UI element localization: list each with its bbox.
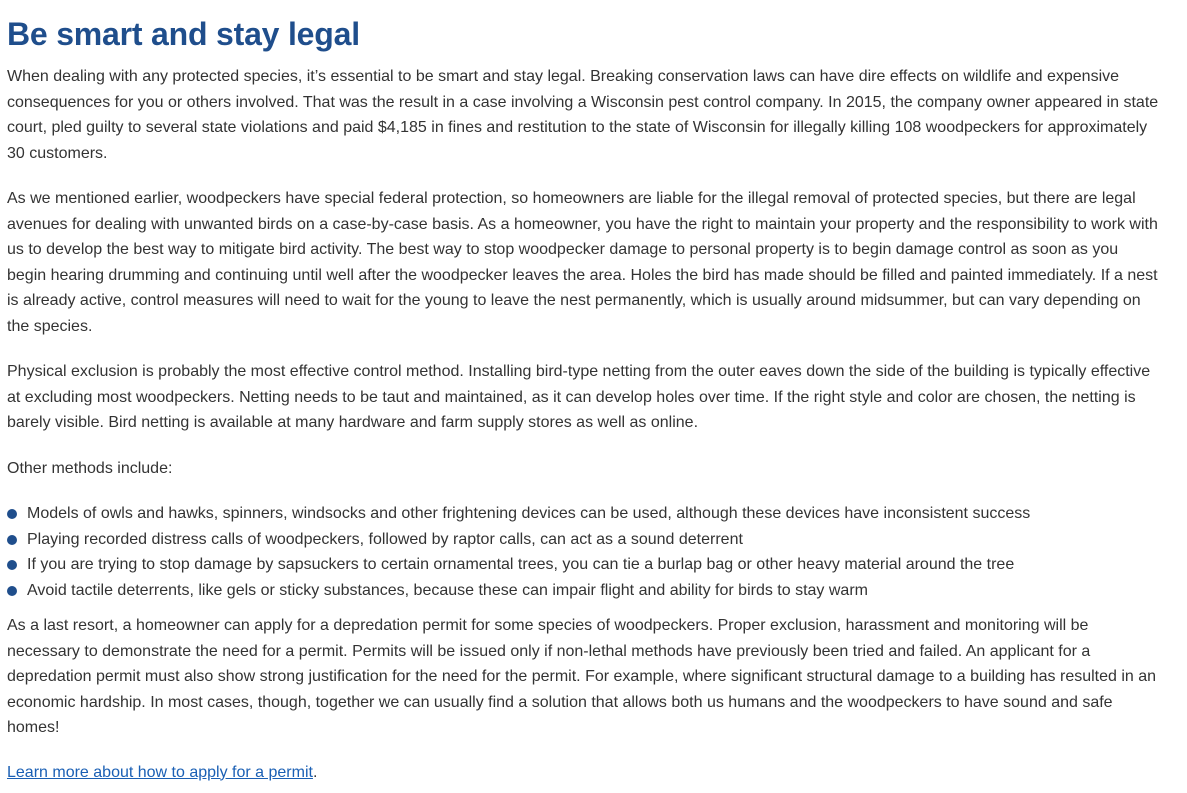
list-item bbox=[7, 527, 1159, 553]
permit-link-line bbox=[7, 760, 1159, 786]
bullet-icon bbox=[7, 586, 17, 596]
list-item-text: Avoid tactile deterrents, like gels or sticky substances, because these can impair flight and ability for birds to stay warm bbox=[27, 581, 868, 599]
bullet-icon bbox=[7, 535, 17, 545]
list-item-text: Playing recorded distress calls of woodpeckers, followed by raptor calls, can act as a sound deterrent bbox=[27, 530, 743, 548]
paragraph-depredation-permit: As a last resort, a homeowner can apply for a depredation permit for some species of woodpeckers. Proper exclusion, harassment and monitoring will be necessary to demonstrate the need for a permit. Permits will be issued only if non-lethal methods have previously been tried and failed. An applicant for a depredation permit must also show strong justification for the need for the permit. For example, where significant structural damage to a building has resulted in an economic hardship. In most cases, though, together we can usually find a solution that allows both us humans and the woodpeckers to have sound and safe homes! bbox=[7, 617, 1157, 736]
other-methods-intro: Other methods include: bbox=[7, 459, 173, 477]
paragraph-federal-protection: As we mentioned earlier, woodpeckers have special federal protection, so homeowners are liable for the illegal removal of protected species, but there are legal avenues for dealing with unwanted birds on a case-by-case basis. As a homeowner, you have the right to maintain your property and the responsibility to work with us to develop the best way to mitigate bird activity. The best way to stop woodpecker damage to personal property is to begin damage control as soon as you begin hearing drumming and continuing until well after the woodpecker leaves the area. Holes the bird has made should be filled and painted immediately. If a nest is already active, control measures will need to wait for the young to leave the nest permanently, which is usually around midsummer, but can vary depending on the species. bbox=[7, 190, 1158, 335]
methods-list bbox=[7, 501, 1159, 603]
list-item-text: If you are trying to stop damage by sapsuckers to certain ornamental trees, you can tie a burlap bag or other heavy material around the tree bbox=[27, 556, 1015, 573]
list-item bbox=[7, 578, 1159, 604]
bullet-icon bbox=[7, 560, 17, 570]
list-item bbox=[7, 552, 1159, 578]
link-suffix: . bbox=[312, 763, 318, 781]
paragraph-physical-exclusion: Physical exclusion is probably the most effective control method. Installing bird-type netting from the outer eaves down the side of the building is typically effective at excluding most woodpeckers. Netting needs to be taut and maintained, as it can develop holes over time. If the right style and color are chosen, the netting is barely visible. Bird netting is available at many hardware and farm supply stores as well as online. bbox=[7, 363, 1151, 431]
list-item-text: Models of owls and hawks, spinners, windsocks and other frightening devices can be used, although these devices have inconsistent success bbox=[27, 505, 1031, 522]
apply-permit-link[interactable]: Learn more about how to apply for a permit bbox=[7, 763, 313, 781]
list-item bbox=[7, 501, 1159, 527]
paragraph-legal-case: When dealing with any protected species, it’s essential to be smart and stay legal. Breaking conservation laws can have dire effects on wildlife and expensive consequences for you or others involved. That was the result in a case involving a Wisconsin pest control company. In 2015, the company owner appeared in state court, pled guilty to several state violations and paid $4,185 in fines and restitution to the state of Wisconsin for illegally killing 108 woodpeckers for approximately 30 customers. bbox=[7, 68, 1159, 162]
section-heading: Be smart and stay legal bbox=[7, 16, 360, 52]
bullet-icon bbox=[7, 509, 17, 519]
